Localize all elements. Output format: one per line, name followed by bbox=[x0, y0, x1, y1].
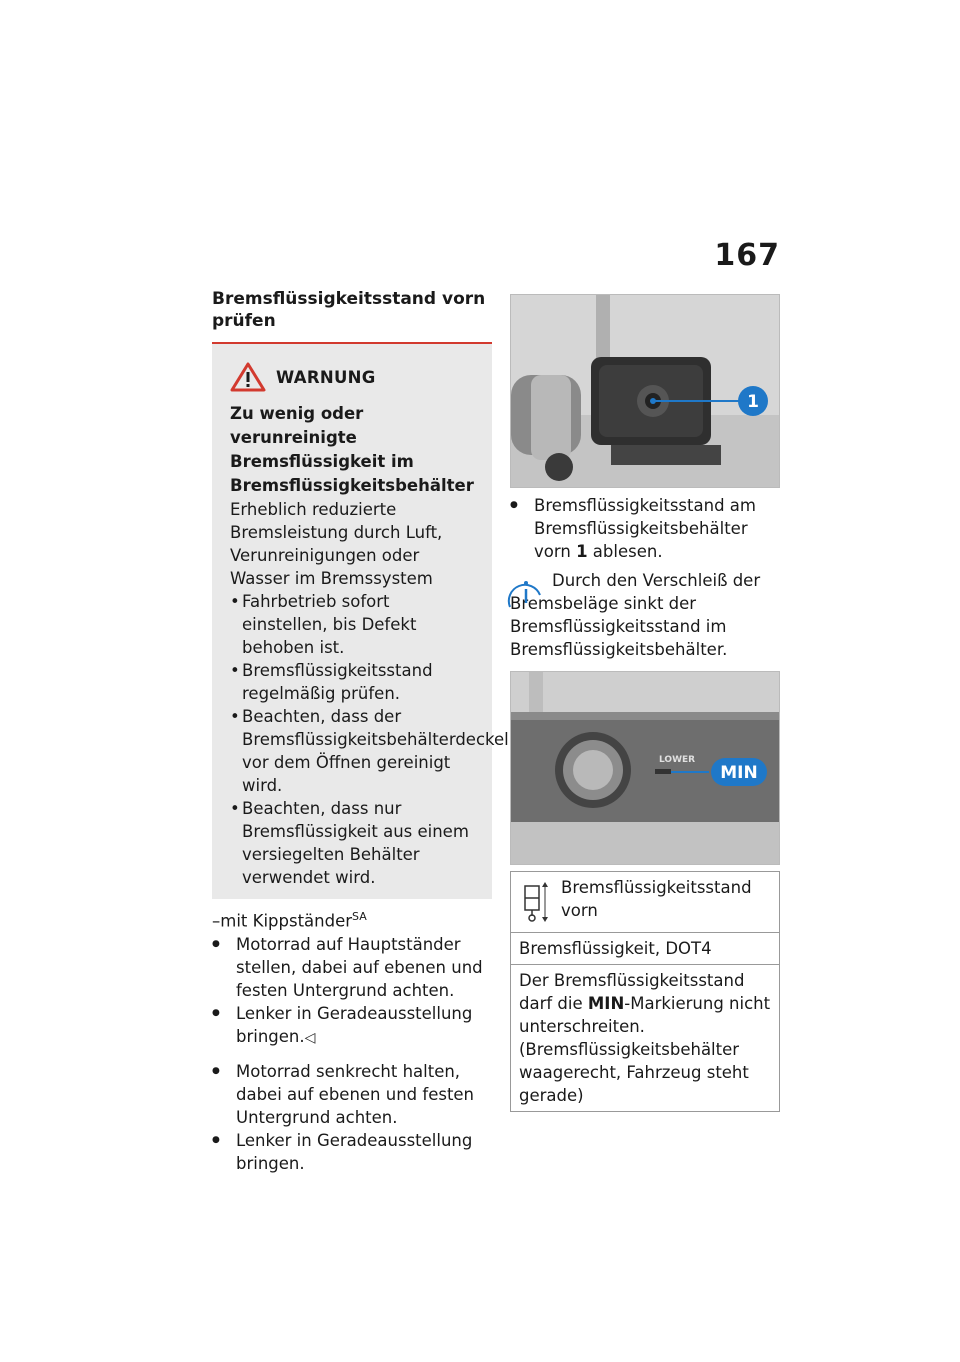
step-text: Bremsflüssigkeitsstand am Bremsflüssigkeitsbehälter vorn bbox=[534, 496, 756, 561]
right-column bbox=[510, 294, 780, 1112]
list-item: • Beachten, dass nur Bremsflüssigkeit aus einem versiegelten Behälter verwendet wird. bbox=[230, 797, 480, 889]
list-item bbox=[510, 494, 780, 563]
step-text: Lenker in Geradeausstellung bringen. bbox=[236, 1003, 473, 1046]
list-item: ● Lenker in Geradeausstellung bringen. bbox=[212, 1129, 492, 1175]
condition-text: –mit Kippständer bbox=[212, 911, 353, 931]
info-icon bbox=[506, 573, 546, 617]
callout-1: 1 bbox=[747, 392, 759, 412]
step-ref: 1 bbox=[576, 542, 588, 561]
list-item: • Beachten, dass der Bremsflüssigkeitsbehälterdeckel vor dem Öffnen gereinigt wird. bbox=[230, 705, 480, 797]
end-mark: ◁ bbox=[304, 1029, 316, 1046]
page-number: 167 bbox=[714, 238, 780, 273]
info-text: Durch den Verschleiß der Bremsbeläge sinkt der Bremsflüssigkeitsstand im Bremsflüssigkeitsbehälter. bbox=[510, 571, 761, 659]
warning-box bbox=[212, 344, 509, 899]
spec-title: Bremsflüssigkeitsstand vorn bbox=[561, 878, 752, 920]
gauge-icon bbox=[519, 876, 551, 928]
list-item: ● Motorrad senkrecht halten, dabei auf ebenen und festen Untergrund achten. bbox=[212, 1060, 492, 1129]
lower-mark-label: LOWER bbox=[659, 755, 696, 765]
left-column bbox=[212, 288, 509, 1175]
spec-min: MIN bbox=[587, 994, 625, 1013]
list-item: • Fahrbetrieb sofort einstellen, bis Defekt behoben ist. bbox=[230, 590, 480, 659]
table-cell bbox=[511, 872, 780, 933]
table-row bbox=[511, 872, 780, 933]
table-row bbox=[511, 965, 780, 1112]
table-cell: Bremsflüssigkeit, DOT4 bbox=[511, 933, 780, 965]
list-item bbox=[212, 1002, 492, 1050]
warning-label: WARNUNG bbox=[276, 367, 376, 387]
warning-text: Erheblich reduzierte Bremsleistung durch Luft, Verunreinigungen oder Wasser im Bremssystem bbox=[230, 500, 443, 588]
warning-triangle-icon bbox=[230, 362, 266, 392]
condition-sup: SA bbox=[352, 910, 367, 923]
spec-text: Der Bremsflüssigkeitsstand darf die bbox=[519, 971, 745, 1013]
table-row bbox=[511, 933, 780, 965]
step-read-list bbox=[510, 494, 780, 563]
min-mark-photo bbox=[510, 671, 780, 865]
steps-kippstaender bbox=[212, 933, 492, 1050]
step-text: ablesen. bbox=[587, 542, 663, 561]
steps-main bbox=[212, 1060, 492, 1175]
list-item: ● Motorrad auf Hauptständer stellen, dabei auf ebenen und festen Untergrund achten. bbox=[212, 933, 492, 1002]
warning-list bbox=[230, 590, 509, 889]
condition-line bbox=[212, 905, 492, 933]
warning-header bbox=[230, 362, 480, 392]
list-item: • Bremsflüssigkeitsstand regelmäßig prüfen. bbox=[230, 659, 480, 705]
callout-min: MIN bbox=[720, 763, 758, 783]
warning-heading: Zu wenig oder verunreinigte Bremsflüssigkeit im Bremsflüssigkeitsbehälter bbox=[230, 404, 474, 495]
reservoir-photo bbox=[510, 294, 780, 488]
spec-table bbox=[510, 871, 780, 1112]
spec-text: -Markierung nicht unterschreiten. (Bremsflüssigkeitsbehälter waagerecht, Fahrzeug steht gerade) bbox=[519, 994, 771, 1105]
info-note bbox=[510, 567, 780, 661]
table-cell bbox=[511, 965, 780, 1112]
section-title: Bremsflüssigkeitsstand vorn prüfen bbox=[212, 288, 492, 344]
